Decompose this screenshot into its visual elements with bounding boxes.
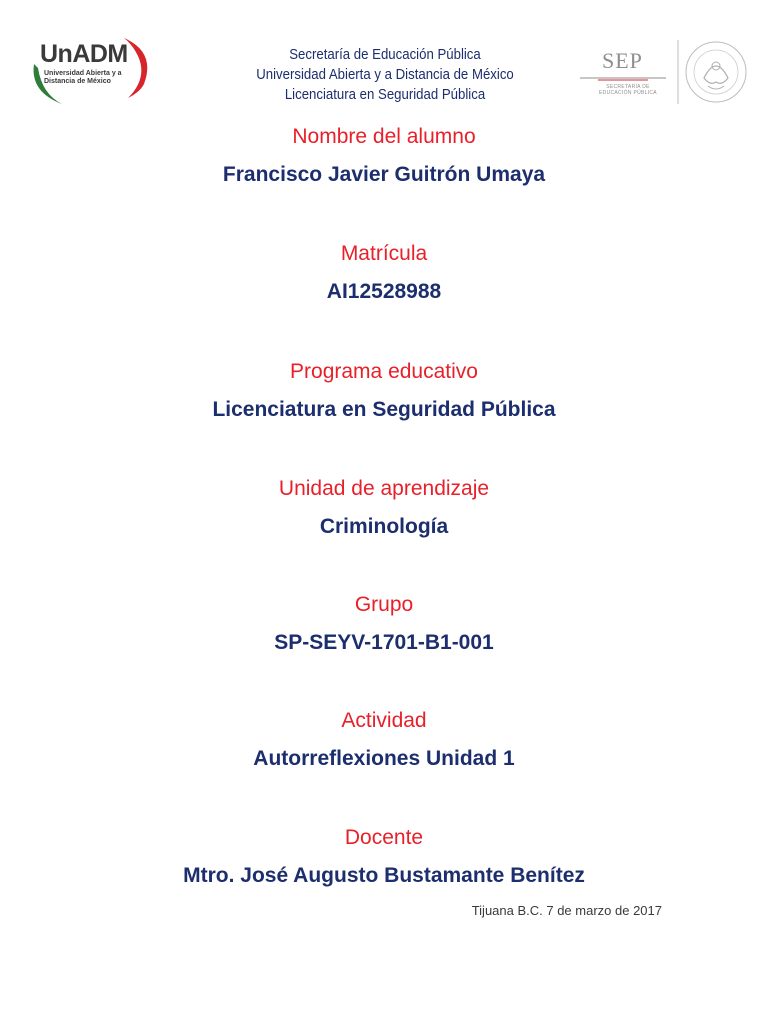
field-student-name: [0, 124, 768, 188]
coat-of-arms-seal-icon: [674, 38, 748, 106]
field-label: Docente: [344, 826, 424, 849]
header-line-secretaria: Secretaría de Educación Pública: [289, 46, 481, 63]
field-programa: [0, 359, 768, 423]
sep-logo: [578, 40, 668, 104]
field-value: AI12528988: [326, 280, 442, 303]
unadm-logo-name: UnADM: [40, 40, 128, 68]
field-value: Francisco Javier Guitrón Umaya: [222, 163, 546, 186]
field-value: Autorreflexiones Unidad 1: [253, 747, 515, 770]
field-docente: [0, 825, 768, 889]
field-value: Criminología: [319, 515, 449, 538]
header-line-universidad: Universidad Abierta y a Distancia de México: [256, 66, 514, 83]
mexico-seal: [674, 38, 748, 106]
field-value: SP-SEYV-1701-B1-001: [274, 631, 494, 654]
field-grupo: [0, 592, 768, 656]
field-value: Mtro. José Augusto Bustamante Benítez: [183, 864, 585, 887]
field-label: Grupo: [354, 593, 414, 616]
unadm-logo-subtitle: Universidad Abierta y a Distancia de México: [44, 70, 122, 85]
field-actividad: [0, 708, 768, 772]
place-date: Tijuana B.C. 7 de marzo de 2017: [471, 903, 662, 918]
field-value: Licenciatura en Seguridad Pública: [212, 398, 556, 421]
header-institution-lines: [200, 45, 570, 105]
field-label: Programa educativo: [290, 360, 478, 383]
field-unidad: [0, 476, 768, 540]
header-line-licenciatura: Licenciatura en Seguridad Pública: [284, 86, 486, 103]
field-label: Unidad de aprendizaje: [278, 477, 490, 500]
field-label: Matrícula: [340, 242, 428, 265]
field-label: Actividad: [341, 709, 427, 732]
field-matricula: [0, 241, 768, 305]
unadm-logo: [28, 34, 156, 106]
sep-logo-name: SEP: [602, 48, 643, 73]
sep-logo-subtitle: SECRETARÍA DE EDUCACIÓN PÚBLICA: [599, 84, 657, 96]
field-label: Nombre del alumno: [292, 125, 476, 148]
